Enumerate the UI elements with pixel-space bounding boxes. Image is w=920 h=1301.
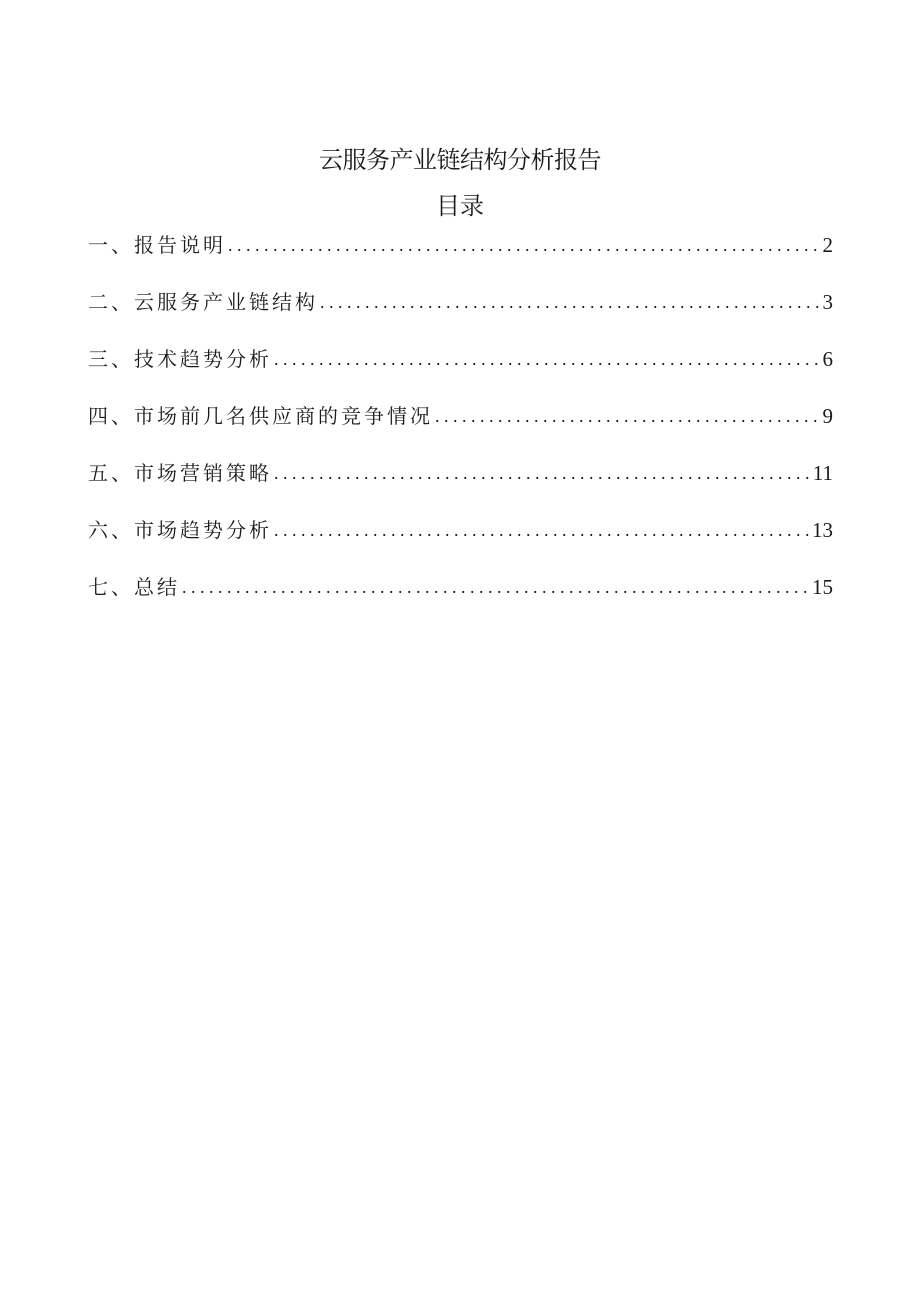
toc-entry-label: 七、总结	[88, 575, 180, 599]
toc-dot-leader	[274, 456, 810, 490]
document-title: 云服务产业链结构分析报告	[319, 146, 601, 175]
toc-dot-leader	[435, 399, 820, 433]
toc-entry-page: 2	[822, 233, 833, 257]
toc-entry-page: 13	[812, 518, 833, 542]
toc-entry-label: 六、市场趋势分析	[88, 518, 272, 542]
toc-entry-label: 二、云服务产业链结构	[88, 290, 318, 314]
toc-dot-leader	[320, 285, 820, 319]
toc-entry-page: 6	[822, 347, 833, 371]
toc-dot-leader	[182, 570, 809, 604]
toc-entry[interactable]	[88, 513, 833, 570]
toc-entry[interactable]	[88, 570, 833, 627]
toc-entry[interactable]	[88, 285, 833, 342]
toc-entry-label: 三、技术趋势分析	[88, 347, 272, 371]
toc-entry-page: 11	[812, 461, 833, 485]
toc-dot-leader	[274, 513, 809, 547]
table-of-contents	[88, 228, 833, 627]
toc-entry[interactable]	[88, 228, 833, 285]
toc-dot-leader	[228, 228, 820, 262]
toc-entry-label: 一、报告说明	[88, 233, 226, 257]
toc-entry-page: 15	[812, 575, 833, 599]
toc-entry-label: 五、市场营销策略	[88, 461, 272, 485]
toc-entry-label: 四、市场前几名供应商的竞争情况	[88, 404, 433, 428]
toc-dot-leader	[274, 342, 820, 376]
toc-entry[interactable]	[88, 399, 833, 456]
toc-entry-page: 3	[822, 290, 833, 314]
toc-entry[interactable]	[88, 342, 833, 399]
toc-heading: 目录	[436, 191, 484, 220]
toc-entry-page: 9	[822, 404, 833, 428]
toc-entry[interactable]	[88, 456, 833, 513]
